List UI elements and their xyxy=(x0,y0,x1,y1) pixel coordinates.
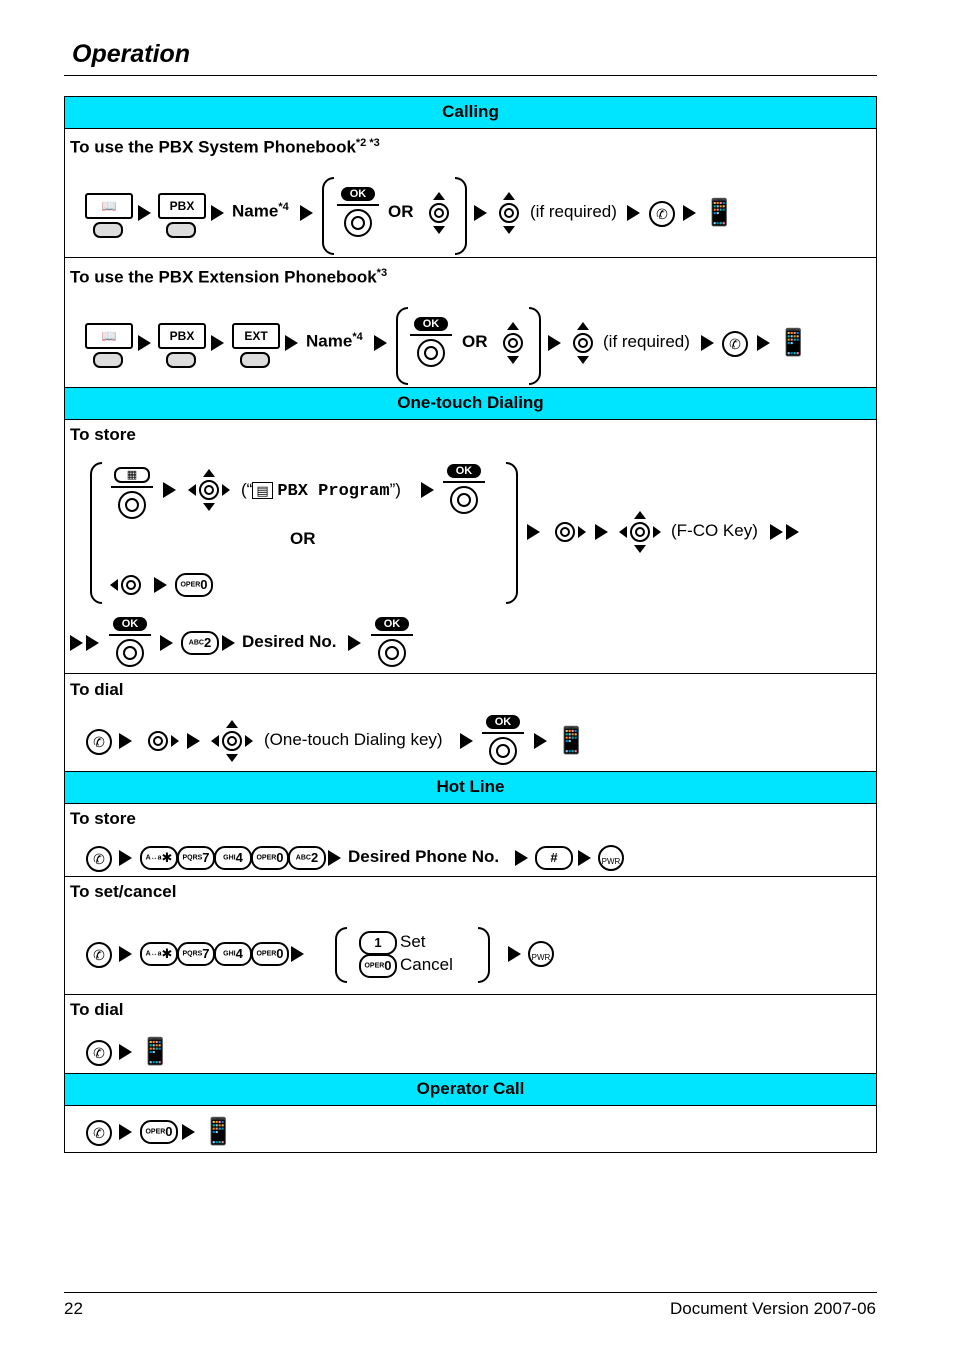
key-4[interactable]: GHI4 xyxy=(214,846,252,870)
arrow xyxy=(508,946,521,962)
arrow xyxy=(474,205,487,221)
key-0[interactable]: OPER0 xyxy=(140,1120,178,1144)
or-text: OR xyxy=(290,529,316,548)
desired-no-text: Desired No. xyxy=(242,632,337,651)
left-bracket xyxy=(335,927,347,983)
arrow xyxy=(300,205,313,221)
name-step: Name$^{*4}$ xyxy=(306,331,363,351)
talk-icon[interactable]: ✆ xyxy=(86,942,112,968)
calling-band: Calling xyxy=(64,96,877,129)
arrow xyxy=(548,335,561,351)
arrow xyxy=(211,335,224,351)
divider xyxy=(64,994,877,995)
footer-rule xyxy=(64,1292,877,1293)
nav-updown-icon[interactable] xyxy=(422,196,456,230)
left-bracket xyxy=(90,462,102,604)
handset-talk-icon: 📱 xyxy=(777,327,810,357)
menu-button[interactable]: ▦ xyxy=(111,467,153,519)
key-4[interactable]: GHI4 xyxy=(214,942,252,966)
onetouch-band: One-touch Dialing xyxy=(64,387,877,420)
nav-right-icon[interactable] xyxy=(141,724,175,758)
nav-right-icon[interactable] xyxy=(548,515,582,549)
arrow xyxy=(119,946,132,962)
arrow xyxy=(86,635,99,651)
ok-button[interactable]: OK xyxy=(443,464,485,514)
table-bottom-rule xyxy=(64,1152,877,1153)
nav-updown-icon[interactable] xyxy=(566,326,600,360)
key-0[interactable]: OPER0 xyxy=(175,573,213,597)
arrow xyxy=(70,635,83,651)
hotline-dial-label: To dial xyxy=(70,1000,124,1019)
arrow xyxy=(160,635,173,651)
arrow xyxy=(770,524,783,540)
cancel-text: Cancel xyxy=(400,955,453,974)
phonebook-softkey[interactable]: 📖 xyxy=(85,193,131,238)
arrow xyxy=(182,1124,195,1140)
key-1[interactable]: 1 xyxy=(359,931,397,955)
onetouch-store-label: To store xyxy=(70,425,136,444)
fco-key-text: (F-CO Key) xyxy=(671,521,758,540)
pbx-softkey[interactable]: PBX xyxy=(158,323,204,368)
hotline-set-cancel-label: To set/cancel xyxy=(70,882,177,901)
arrow xyxy=(211,205,224,221)
operator-band: Operator Call xyxy=(64,1073,877,1106)
arrow xyxy=(285,335,298,351)
or-text: OR xyxy=(388,202,414,221)
hotline-band: Hot Line xyxy=(64,771,877,804)
arrow xyxy=(460,733,473,749)
talk-icon[interactable]: ✆ xyxy=(86,846,112,872)
arrow xyxy=(119,733,132,749)
arrow xyxy=(683,205,696,221)
pbx-program-step: (“ ▤ PBX Program”) xyxy=(241,480,401,501)
extension-phonebook-label: To use the PBX Extension Phonebook$^{*3}$ xyxy=(70,267,388,287)
arrow xyxy=(786,524,799,540)
talk-icon[interactable]: ✆ xyxy=(722,331,748,357)
right-bracket xyxy=(455,177,467,255)
arrow xyxy=(138,205,151,221)
nav-4way-icon[interactable] xyxy=(192,473,226,507)
arrow xyxy=(527,524,540,540)
handset-talk-icon: 📱 xyxy=(139,1036,172,1066)
arrow xyxy=(163,482,176,498)
right-bracket xyxy=(529,307,541,385)
key-0[interactable]: OPER0 xyxy=(359,954,397,978)
title-rule xyxy=(64,75,877,76)
key-7[interactable]: PQRS7 xyxy=(177,846,215,870)
set-text: Set xyxy=(400,932,426,951)
page-title: Operation xyxy=(72,40,191,68)
ok-button[interactable]: OK xyxy=(482,715,524,765)
onetouch-key-text: (One-touch Dialing key) xyxy=(264,730,443,749)
arrow xyxy=(119,1044,132,1060)
ok-button[interactable]: OK xyxy=(337,187,379,237)
power-icon[interactable]: PWR xyxy=(528,941,554,967)
page-number: 22 xyxy=(64,1299,83,1318)
nav-updown-icon[interactable] xyxy=(492,196,526,230)
ok-button[interactable]: OK xyxy=(371,617,413,667)
handset-talk-icon: 📱 xyxy=(202,1116,235,1146)
system-phonebook-label: To use the PBX System Phonebook$^{*2 *3}$ xyxy=(70,137,380,157)
onetouch-dial-label: To dial xyxy=(70,680,124,699)
talk-icon[interactable]: ✆ xyxy=(649,201,675,227)
arrow xyxy=(328,850,341,866)
divider xyxy=(64,257,877,258)
arrow xyxy=(119,1124,132,1140)
arrow xyxy=(119,850,132,866)
arrow xyxy=(374,335,387,351)
key-star[interactable]: A↔a✱ xyxy=(140,942,178,966)
right-bracket xyxy=(506,462,518,604)
left-bracket xyxy=(396,307,408,385)
arrow xyxy=(348,635,361,651)
ok-button[interactable]: OK xyxy=(109,617,151,667)
if-required-text: (if required) xyxy=(530,202,617,221)
key-7[interactable]: PQRS7 xyxy=(177,942,215,966)
nav-4way-icon[interactable] xyxy=(215,724,249,758)
ext-softkey[interactable]: EXT xyxy=(232,323,278,368)
arrow xyxy=(534,733,547,749)
key-0[interactable]: OPER0 xyxy=(251,942,289,966)
arrow xyxy=(627,205,640,221)
arrow xyxy=(187,733,200,749)
talk-icon[interactable]: ✆ xyxy=(86,1120,112,1146)
key-2[interactable]: ABC2 xyxy=(181,631,219,655)
key-star[interactable]: A↔a✱ xyxy=(140,846,178,870)
arrow xyxy=(421,482,434,498)
arrow xyxy=(578,850,591,866)
arrow xyxy=(154,577,167,593)
hotline-store-label: To store xyxy=(70,809,136,828)
key-hash[interactable]: # xyxy=(535,846,573,870)
divider xyxy=(64,876,877,877)
phonebook-softkey[interactable]: 📖 xyxy=(85,323,131,368)
nav-4way-icon[interactable] xyxy=(623,515,657,549)
arrow xyxy=(595,524,608,540)
name-step: Name$^{*4}$ xyxy=(232,201,289,221)
key-2[interactable]: ABC2 xyxy=(288,846,326,870)
arrow xyxy=(757,335,770,351)
key-0[interactable]: OPER0 xyxy=(251,846,289,870)
arrow xyxy=(291,946,304,962)
pbx-softkey[interactable]: PBX xyxy=(158,193,204,238)
ok-button[interactable]: OK xyxy=(410,317,452,367)
arrow xyxy=(138,335,151,351)
power-icon[interactable]: PWR xyxy=(598,845,624,871)
talk-icon[interactable]: ✆ xyxy=(86,1040,112,1066)
document-version: Document Version 2007-06 xyxy=(669,1299,876,1318)
arrow xyxy=(701,335,714,351)
or-text: OR xyxy=(462,332,488,351)
handset-talk-icon: 📱 xyxy=(703,197,736,227)
right-bracket xyxy=(478,927,490,983)
handset-talk-icon: 📱 xyxy=(555,725,588,755)
desired-phone-text: Desired Phone No. xyxy=(348,847,500,866)
arrow xyxy=(515,850,528,866)
divider xyxy=(64,673,877,674)
left-bracket xyxy=(322,177,334,255)
arrow xyxy=(222,635,235,651)
nav-left-icon[interactable] xyxy=(114,568,148,602)
nav-updown-icon[interactable] xyxy=(496,326,530,360)
talk-icon[interactable]: ✆ xyxy=(86,729,112,755)
if-required-text: (if required) xyxy=(603,332,690,351)
